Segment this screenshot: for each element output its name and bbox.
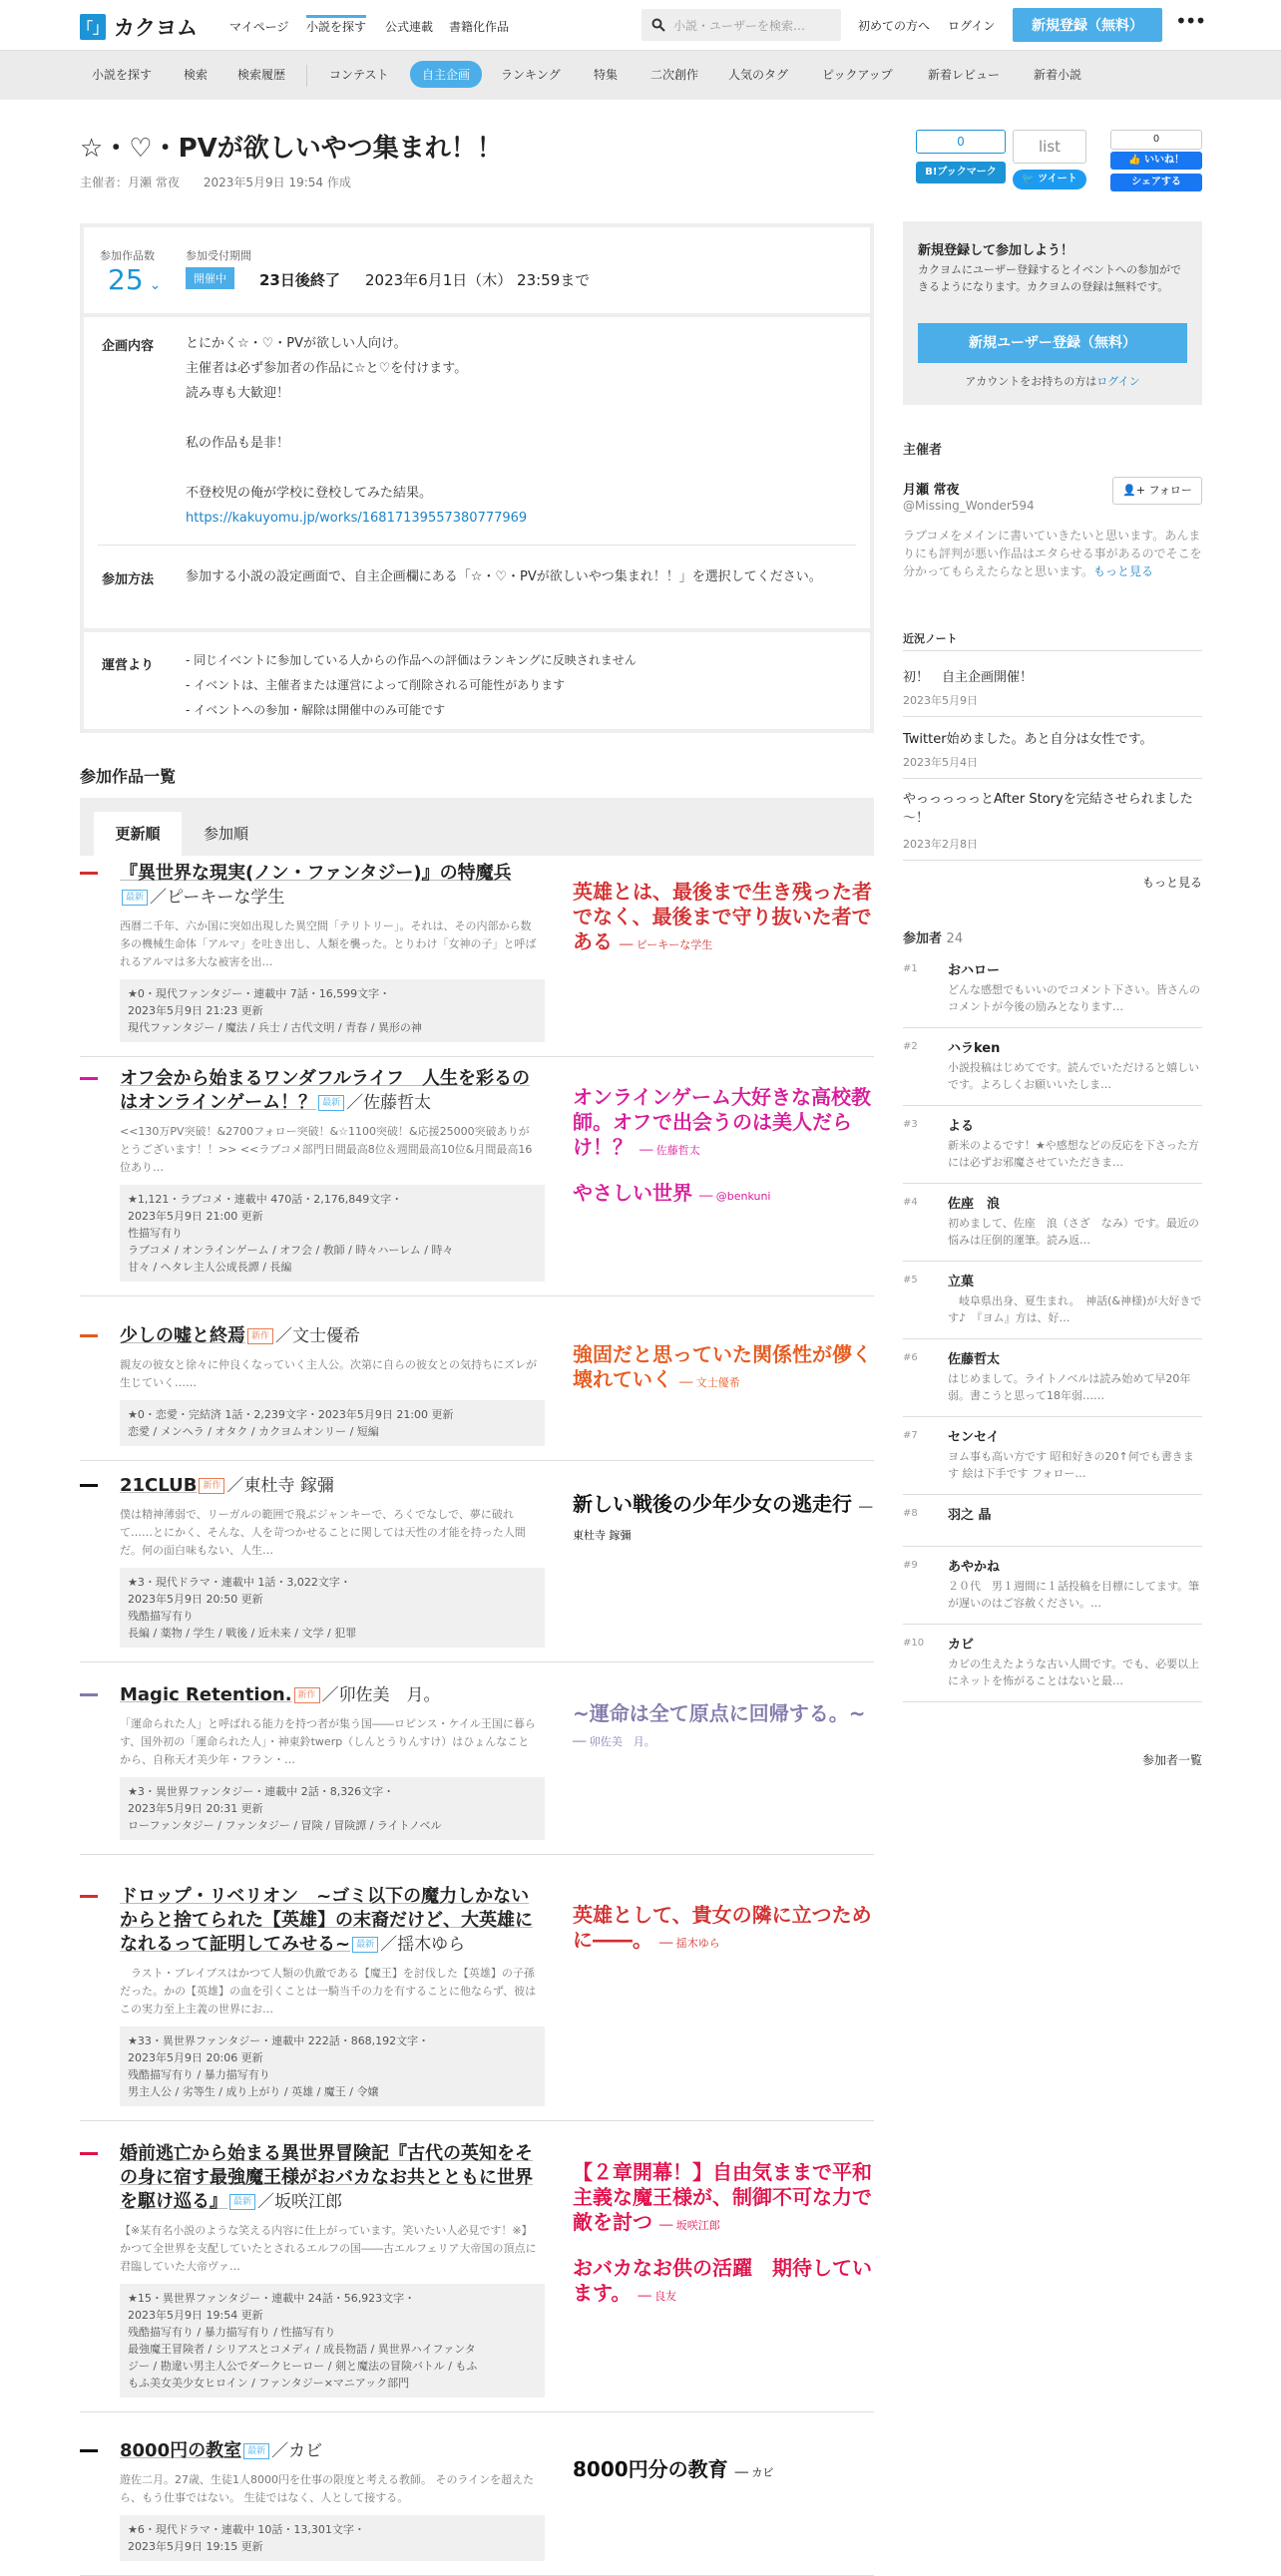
work-meta xyxy=(120,2026,545,2106)
meta-line: 2023年5月9日 19:54 更新 xyxy=(128,2309,263,2322)
remaining-days: 23日後終了 xyxy=(259,271,340,289)
work-badge: 最新 xyxy=(229,2194,255,2210)
content-label: 企画内容 xyxy=(102,339,155,354)
catchcopy: 英雄とは、最後まで生き残った者でなく、最後まで守り抜いた者である ── ピーキーな学生 xyxy=(573,880,872,953)
genre-color-bar xyxy=(80,1895,98,1898)
genre-color-bar xyxy=(80,872,98,875)
work-author[interactable]: 佐藤哲太 xyxy=(363,1093,432,1113)
participant-name[interactable]: 立菓 xyxy=(948,1275,975,1289)
organizer-id: @Missing_Wonder594 xyxy=(903,499,1035,513)
participant-name[interactable]: ハラken xyxy=(948,1041,1001,1056)
catchcopy: ~運命は全て原点に回帰する。~ ── 卯佐美 月。 xyxy=(573,1701,866,1748)
work-meta xyxy=(120,2284,545,2397)
participant-name[interactable]: カビ xyxy=(948,1638,975,1653)
work-badge: 最新 xyxy=(243,2443,269,2459)
subnav-events[interactable]: 自主企画 xyxy=(410,61,482,88)
catchcopy-author: 坂咲江郎 xyxy=(675,2219,720,2232)
catchcopy: 強固だと思っていた関係性が儚く壊れていく ── 文士優希 xyxy=(573,1342,872,1391)
participants-all-link[interactable]: 参加者一覧 xyxy=(1141,1753,1202,1767)
work-badge: 新作 xyxy=(247,1328,273,1344)
subnav-history[interactable]: 検索履歴 xyxy=(237,68,286,82)
participant-name[interactable]: 羽之 晶 xyxy=(948,1508,992,1523)
subnav-new-novels[interactable]: 新着小説 xyxy=(1034,68,1082,82)
event-info-box xyxy=(80,223,874,733)
work-meta xyxy=(120,979,545,1042)
work-description: 西暦二千年、六か国に突如出現した異空間「テリトリー」。それは、その内部から数多の機械生命体「アルマ」を吐き出し、人類を襲った。とりわけ「女神の子」と呼ばれるアルマは多大な被害を出… xyxy=(120,920,537,968)
signup-button[interactable]: 新規登録（無料） xyxy=(1013,8,1162,42)
catchcopy-author: 佐藤哲太 xyxy=(655,1144,700,1157)
catchcopy-author: カビ xyxy=(751,2466,774,2479)
rule-item: - イベントへの参加・解除は開催中のみ可能です xyxy=(186,703,446,717)
subnav-tags[interactable]: 人気のタグ xyxy=(728,68,789,82)
review-catchcopy: やさしい世界 ── @benkuni xyxy=(573,1181,771,1205)
meta-line: 残酷描写有り / 暴力描写有り / 性描写有り xyxy=(128,2326,336,2339)
notes-more-link[interactable]: もっと見る xyxy=(1141,876,1202,890)
participant-desc: 岐阜県出身、夏生まれ。 神話(&神様)が大好きです♪ 『ヨム』方は、好… xyxy=(948,1294,1202,1324)
meta-line: ジー / 勘違い男主人公でダークヒーロー / 剣と魔法の冒険バトル / もふ xyxy=(128,2360,478,2373)
chevron-down-icon: ⌄ xyxy=(149,277,162,293)
meta-line: ★0・現代ファンタジー・連載中 7話・16,599文字・ xyxy=(128,987,391,1000)
tab-bar xyxy=(80,798,874,856)
meta-line: 2023年5月9日 19:15 更新 xyxy=(128,2540,263,2553)
catchcopy-author: 揺木ゆら xyxy=(675,1937,720,1950)
meta-line: 残酷描写有り / 暴力描写有り xyxy=(128,2068,270,2081)
divider xyxy=(903,1027,1202,1028)
divider xyxy=(903,1416,1202,1417)
organizer-heading: 主催者 xyxy=(903,443,943,458)
count-label: 参加作品数 xyxy=(100,249,155,262)
catchcopy: 【２章開幕！】自由気ままで平和主義な魔王様が、制御不可な力で敵を討つ ── 坂咲江郎 おバカなお供の活躍 期待しています。 ── 良友 xyxy=(573,2160,874,2309)
page-title: ☆・♡・PVが欲しいやつ集まれ！！ xyxy=(80,134,503,164)
notes-heading: 近況ノート xyxy=(903,632,958,645)
divider xyxy=(80,1295,874,1296)
search-input[interactable] xyxy=(641,9,841,41)
method-body: 参加する小説の設定画面で、自主企画欄にある「☆・♡・PVが欲しいやつ集まれ！！」を選択してください。 xyxy=(186,569,822,584)
work-description: 親友の彼女と徐々に仲良くなっていく主人公。次第に自らの彼女との気持ちにズレが生じていく…… xyxy=(120,1358,537,1389)
nav-official-serial[interactable]: 公式連載 xyxy=(385,20,434,34)
logo-text: カクヨム xyxy=(114,16,198,40)
signup-box xyxy=(903,221,1202,405)
meta-line: 最強魔王冒険者 / シリアスとコメディ / 成長物語 / 異世界ハイファンタ xyxy=(128,2343,476,2356)
nav-find-novels[interactable]: 小説を探す xyxy=(306,15,366,35)
catchcopy-author: 文士優希 xyxy=(695,1376,740,1389)
work-author[interactable]: 坂咲江郎 xyxy=(274,2192,343,2212)
rules-list xyxy=(186,648,637,723)
tab-joined[interactable]: 参加順 xyxy=(204,825,249,843)
divider xyxy=(903,1494,1202,1495)
subnav-reviews[interactable]: 新着レビュー xyxy=(928,68,1001,82)
work-author[interactable]: カビ xyxy=(288,2441,323,2461)
work-meta xyxy=(120,1400,545,1446)
catchcopy: オンラインゲーム大好きな高校教師。オフで出会うのは美人だらけ！？ ── 佐藤哲太 やさしい世界 ── @benkuni xyxy=(573,1085,874,1209)
work-meta xyxy=(120,1777,545,1840)
work-title[interactable]: 8000円の教室 最新 ／カビ xyxy=(120,2440,323,2461)
work-meta xyxy=(120,1568,545,1648)
divider xyxy=(903,1261,1202,1262)
genre-color-bar xyxy=(80,1334,98,1337)
participants-count: 24 xyxy=(946,931,964,946)
work-author[interactable]: ピーキーな学生 xyxy=(167,888,285,908)
event-meta xyxy=(80,174,351,190)
meta-line: ★1,121・ラブコメ・連載中 470話・2,176,849文字・ xyxy=(128,1193,403,1206)
note-title[interactable]: やっっっっっとAfter Storyを完結させられました～！ xyxy=(903,792,1193,826)
divider xyxy=(80,2411,874,2412)
participant-rank: #6 xyxy=(903,1352,918,1363)
work-badge: 新作 xyxy=(294,1687,320,1703)
work-title[interactable]: Magic Retention. 新作 ／卯佐美 月。 xyxy=(120,1684,441,1705)
divider xyxy=(903,860,1202,861)
divider xyxy=(80,1854,874,1855)
participant-rank: #4 xyxy=(903,1197,918,1208)
method-label: 参加方法 xyxy=(102,572,155,587)
divider xyxy=(903,1701,1202,1702)
signup-user-button[interactable]: 新規ユーザー登録（無料） xyxy=(918,323,1187,363)
twitter-icon: 🐦 xyxy=(1022,174,1039,184)
user-plus-icon: 👤+ xyxy=(1122,484,1149,497)
meta-line: 甘々 / ヘタレ主人公成長譚 / 長編 xyxy=(128,1261,292,1274)
meta-line: ★15・異世界ファンタジー・連載中 24話・56,923文字・ xyxy=(128,2292,416,2305)
divider xyxy=(80,1056,874,1057)
meta-line: 2023年5月9日 21:00 更新 xyxy=(128,1210,263,1223)
works-heading: 参加作品一覧 xyxy=(80,767,177,786)
note-date: 2023年5月4日 xyxy=(903,756,978,769)
meta-line: 現代ファンタジー / 魔法 / 兵士 / 古代文明 / 青春 / 異形の神 xyxy=(128,1021,422,1034)
first-time-link[interactable]: 初めての方へ xyxy=(858,19,931,33)
catchcopy-author: 東杜寺 鎵彌 xyxy=(573,1529,632,1542)
meta-line: 性描写有り xyxy=(128,1227,183,1240)
review-catchcopy: おバカなお供の活躍 期待しています。 ── 良友 xyxy=(573,2256,872,2305)
fb-like-button[interactable]: 👍 いいね！ xyxy=(1110,152,1202,170)
work-description: 僕は精神薄弱で、リーガルの範囲で飛ぶジャンキーで、ろくでなしで、夢に破れて……とにかく、そんな、人を苛つかせることに関しては天性の才能を持った人間だ。何の面白味もない、人生… xyxy=(120,1508,526,1557)
work-badge: 最新 xyxy=(352,1937,378,1953)
note-title[interactable]: 初！ 自主企画開催！ xyxy=(903,670,1034,685)
participants-heading: 参加者 24 xyxy=(903,931,964,946)
meta-line: もふ美女美少女ヒロイン / ファンタジー×マニアック部門 xyxy=(128,2377,410,2390)
divider xyxy=(903,650,1202,651)
meta-line: ラブコメ / オンラインゲーム / オフ会 / 教師 / 時々ハーレム / 時々 xyxy=(128,1244,454,1257)
top-bar xyxy=(0,0,1281,50)
work-description: <<130万PV突破！&2700フォロー突破！&☆1100突破！&応援25000突破ありがとうございます！！>> <<ラブコメ部門日間最高8位＆週間最高10位&月間最高16位あり… xyxy=(120,1125,533,1174)
divider xyxy=(903,1546,1202,1547)
login-prompt: アカウントをお持ちの方はログイン xyxy=(965,375,1140,388)
participant-rank: #9 xyxy=(903,1560,918,1571)
work-title[interactable]: 少しの嘘と終焉 新作 ／文士優希 xyxy=(120,1325,361,1346)
work-author[interactable]: 文士優希 xyxy=(292,1326,361,1346)
work-author[interactable]: 卯佐美 月。 xyxy=(338,1685,441,1705)
catchcopy: 新しい戦後の少年少女の逃走行 ── 東杜寺 鎵彌 xyxy=(573,1492,873,1542)
subnav-divider xyxy=(306,65,307,87)
fb-share-button[interactable]: シェアする xyxy=(1110,174,1202,191)
participant-name[interactable]: よる xyxy=(948,1119,975,1134)
catchcopy-author: 卯佐美 月。 xyxy=(589,1735,655,1748)
fb-count: 0 xyxy=(1110,130,1202,150)
meta-line: 2023年5月9日 20:06 更新 xyxy=(128,2051,263,2064)
nav-mypage[interactable]: マイページ xyxy=(229,20,289,34)
work-title[interactable]: ドロップ・リベリオン ~ゴミ以下の魔力しかないからと捨てられた【英雄】の末裔だけど、大英雄になれるって証明してみせる~ 最新 ／揺木ゆら xyxy=(120,1886,533,1955)
divider xyxy=(98,545,856,546)
participant-desc: 初めまして、佐座 浪（さざ なみ）です。最近の悩みは圧倒的運筆。読み返… xyxy=(948,1217,1199,1247)
participant-rank: #5 xyxy=(903,1275,918,1286)
subnav-feature[interactable]: 特集 xyxy=(594,68,619,82)
participant-desc: はじめまして。ライトノベルは読み始めて早20年弱。書こうと思って18年弱…… xyxy=(948,1372,1191,1402)
logo-mark: 「」 xyxy=(80,14,106,40)
genre-color-bar xyxy=(80,2449,98,2452)
nav-published[interactable]: 書籍化作品 xyxy=(449,20,510,34)
rules-label: 運営より xyxy=(102,658,155,673)
organizer-bio: ラブコメをメインに書いていきたいと思います。あんまりにも評判が悪い作品はエタらせる事があるのでそこを分かってもらえたらなと思います。もっと見る xyxy=(903,529,1202,578)
signup-box-title: 新規登録して参加しよう！ xyxy=(918,243,1074,258)
work-title[interactable]: オフ会から始まるワンダフルライフ 人生を彩るのはオンラインゲーム！？ 最新 ／佐藤哲太 xyxy=(120,1068,530,1113)
participant-desc: カビの生えたような古い人間です。でも、必要以上にネットを怖がることはないと最… xyxy=(948,1657,1200,1687)
list-button[interactable]: list xyxy=(1013,130,1086,164)
work-description: 「運命られた人」と呼ばれる能力を持つ者が集う国――ロピンス・ケイル王国に暮らす、国外初の「運命られた人」・神東鈴twerp（しんとうりんすけ）はひょんなことから、自称天才美少年・フラン・… xyxy=(120,1717,536,1766)
meta-line: 残酷描写有り xyxy=(128,1610,194,1623)
participant-desc: どんな感想でもいいのでコメント下さい。皆さんのコメントが今後の励みとなります… xyxy=(948,983,1200,1013)
period-label: 参加受付期間 xyxy=(186,249,251,262)
participant-desc: ヨム事も高い方です 昭和好きの20↑何でも書きます 絵は下手です フォロー… xyxy=(948,1450,1194,1480)
work-title[interactable]: 『異世界な現実(ノン・ファンタジー)』の特魔兵最新 ／ピーキーな学生 xyxy=(120,863,512,908)
divider xyxy=(903,1338,1202,1339)
note-date: 2023年5月9日 xyxy=(903,694,978,707)
divider xyxy=(903,1105,1202,1106)
genre-color-bar xyxy=(80,1484,98,1487)
divider xyxy=(903,1624,1202,1625)
meta-line: ★3・異世界ファンタジー・連載中 2話・8,326文字・ xyxy=(128,1785,395,1798)
hatena-bookmark-button[interactable]: B!ブックマーク xyxy=(916,162,1006,184)
meta-line: ★6・現代ドラマ・連載中 10話・13,301文字・ xyxy=(128,2523,365,2536)
meta-line: 男主人公 / 劣等生 / 成り上がり / 英雄 / 魔王 / 令嬢 xyxy=(128,2085,379,2098)
participant-name[interactable]: センセイ xyxy=(948,1430,1000,1445)
meta-line: ★33・異世界ファンタジー・連載中 222話・868,192文字・ xyxy=(128,2034,430,2047)
divider xyxy=(903,778,1202,779)
sub-nav xyxy=(0,50,1281,100)
work-title[interactable]: 21CLUB 新作 ／東杜寺 鎵彌 xyxy=(120,1475,334,1496)
created-date: 2023年5月9日 19:54 作成 xyxy=(203,176,351,189)
participant-desc: 小説投稿はじめてです。読んでいただけると嬉しいです。よろしくお願いいたしま… xyxy=(948,1061,1200,1091)
participant-rank: #7 xyxy=(903,1430,918,1441)
subnav-pickup[interactable]: ピックアップ xyxy=(822,68,893,82)
work-title[interactable]: 婚前逃亡から始まる異世界冒険記『古代の英知をその身に宿す最強魔王様がおバカなお共とともに世界を駆け巡る』 最新 ／坂咲江郎 xyxy=(120,2143,533,2212)
participant-rank: #8 xyxy=(903,1508,918,1519)
work-author[interactable]: 揺木ゆら xyxy=(397,1935,466,1955)
content-body: とにかく☆・♡・PVが欲しい人向け。 主催者は必ず参加者の作品に☆と♡を付けます。 読み専も大歓迎！ 私の作品も是非！ 不登校児の俺が学校に登校してみた結果。 https://kakuyomu.jp/works/16817139557380777969 xyxy=(186,336,528,526)
divider xyxy=(80,1661,874,1662)
work-badge: 最新 xyxy=(318,1095,344,1111)
note-title[interactable]: Twitter始めました。あと自分は女性です。 xyxy=(903,732,1153,747)
tab-updated[interactable]: 更新順 xyxy=(94,812,182,856)
work-badge: 最新 xyxy=(122,890,148,906)
divider xyxy=(84,313,870,317)
participant-name[interactable]: 佐藤哲太 xyxy=(948,1352,1001,1367)
genre-color-bar xyxy=(80,2152,98,2155)
organizer-name[interactable]: 月瀬 常夜 xyxy=(903,483,960,498)
meta-line: 2023年5月9日 21:23 更新 xyxy=(128,1004,263,1017)
participant-rank: #1 xyxy=(903,963,918,974)
search-placeholder: 小説・ユーザーを検索… xyxy=(673,18,806,33)
follow-button[interactable]: 👤+ フォロー xyxy=(1112,477,1202,505)
catchcopy: 英雄として、貴女の隣に立つために――。 ── 揺木ゆら xyxy=(573,1903,872,1952)
work-description: 【※某有名小説のような笑える内容に仕上がっています。笑いたい人必見です！※】かつて全世界を支配していたとされるエルフの国――古エルフェリア大帝国の頂点に君臨していた大帝ヴァ… xyxy=(120,2224,537,2273)
count-value[interactable]: 25 ⌄ xyxy=(108,263,162,296)
divider xyxy=(80,1460,874,1461)
rule-item: - イベントは、主催者または運営によって削除される可能性があります xyxy=(186,678,566,692)
search-icon xyxy=(651,18,665,32)
meta-line: 2023年5月9日 20:50 更新 xyxy=(128,1593,263,1606)
catchcopy-author: ピーキーな学生 xyxy=(636,938,713,951)
subnav-contest[interactable]: コンテスト xyxy=(329,68,389,82)
organizer-line: 主催者：月瀬 常夜 xyxy=(80,176,180,189)
subnav-fanfic[interactable]: 二次創作 xyxy=(650,68,699,82)
meta-line: 恋愛 / メンヘラ / オタク / カクヨムオンリー / 短編 xyxy=(128,1425,379,1438)
more-menu-icon[interactable]: ••• xyxy=(1175,9,1205,33)
participant-rank: #2 xyxy=(903,1041,918,1052)
work-meta xyxy=(120,2515,545,2561)
work-description: 遊佐二月。27歳、生徒1人8000円を仕事の限度と考える教師。 そのラインを超えたら、もう仕事ではない。 生徒ではなく、人として接する。 xyxy=(120,2473,535,2504)
divider xyxy=(903,716,1202,717)
work-badge: 新作 xyxy=(199,1478,224,1494)
deadline: 2023年6月1日（木） 23:59まで xyxy=(365,271,591,289)
tweet-button[interactable]: 🐦 ツイート xyxy=(1013,170,1086,189)
divider xyxy=(84,628,870,632)
participant-name[interactable]: おハロー xyxy=(948,963,1001,978)
meta-line: 2023年5月9日 20:31 更新 xyxy=(128,1802,263,1815)
subnav-find[interactable]: 小説を探す xyxy=(92,68,153,82)
participant-name[interactable]: あやかね xyxy=(948,1560,1001,1575)
genre-color-bar xyxy=(80,1077,98,1080)
login-link[interactable]: ログイン xyxy=(1096,375,1140,388)
participant-name[interactable]: 佐座 浪 xyxy=(948,1197,1001,1212)
rule-item: - 同じイベントに参加している人からの作品への評価はランキングに反映されません xyxy=(186,653,637,667)
genre-color-bar xyxy=(80,1693,98,1696)
meta-line: ローファンタジー / ファンタジー / 冒険 / 冒険譚 / ライトノベル xyxy=(128,1819,442,1832)
hatena-count: 0 xyxy=(916,130,1006,154)
status-badge: 開催中 xyxy=(186,267,234,289)
site-logo[interactable] xyxy=(80,12,198,42)
subnav-search[interactable]: 検索 xyxy=(184,68,209,82)
meta-line: ★3・現代ドラマ・連載中 1話・3,022文字・ xyxy=(128,1576,351,1589)
work-author[interactable]: 東杜寺 鎵彌 xyxy=(243,1476,334,1496)
divider xyxy=(903,1183,1202,1184)
divider xyxy=(80,2120,874,2121)
like-icon: 👍 xyxy=(1128,155,1144,166)
work-description: ラスト・ブレイブスはかつて人類の仇敵である【魔王】を討伐した【英雄】の子孫だった。かの【英雄】の血を引くことは一騎当千の力を有することに他ならず、彼はこの実力至上主義の世界にお… xyxy=(120,1967,537,2016)
meta-line: 長編 / 薬物 / 学生 / 戦後 / 近未来 / 文学 / 犯罪 xyxy=(128,1627,357,1640)
subnav-ranking[interactable]: ランキング xyxy=(501,68,561,82)
participant-rank: #3 xyxy=(903,1119,918,1130)
note-date: 2023年2月8日 xyxy=(903,838,978,851)
login-link[interactable]: ログイン xyxy=(948,19,996,33)
participant-desc: 新米のよるです！★や感想などの反応を下さった方には必ずお邪魔させていただきま… xyxy=(948,1139,1199,1169)
participant-desc: ２０代 男１週間に１話投稿を目標にしてます。筆が遅いのはご容赦ください。… xyxy=(948,1580,1200,1610)
signup-box-body: カクヨムにユーザー登録するとイベントへの参加ができるようになります。カクヨムの登録は無料です。 xyxy=(918,263,1181,293)
participant-rank: #10 xyxy=(903,1638,925,1649)
meta-line: ★0・恋愛・完結済 1話・2,239文字・2023年5月9日 21:00 更新 xyxy=(128,1408,454,1421)
work-meta xyxy=(120,1185,545,1282)
bio-more-link[interactable]: もっと見る xyxy=(1093,564,1154,578)
content-link[interactable]: https://kakuyomu.jp/works/16817139557380777969 xyxy=(186,511,528,526)
catchcopy: 8000円分の教育 ── カビ xyxy=(573,2457,774,2481)
